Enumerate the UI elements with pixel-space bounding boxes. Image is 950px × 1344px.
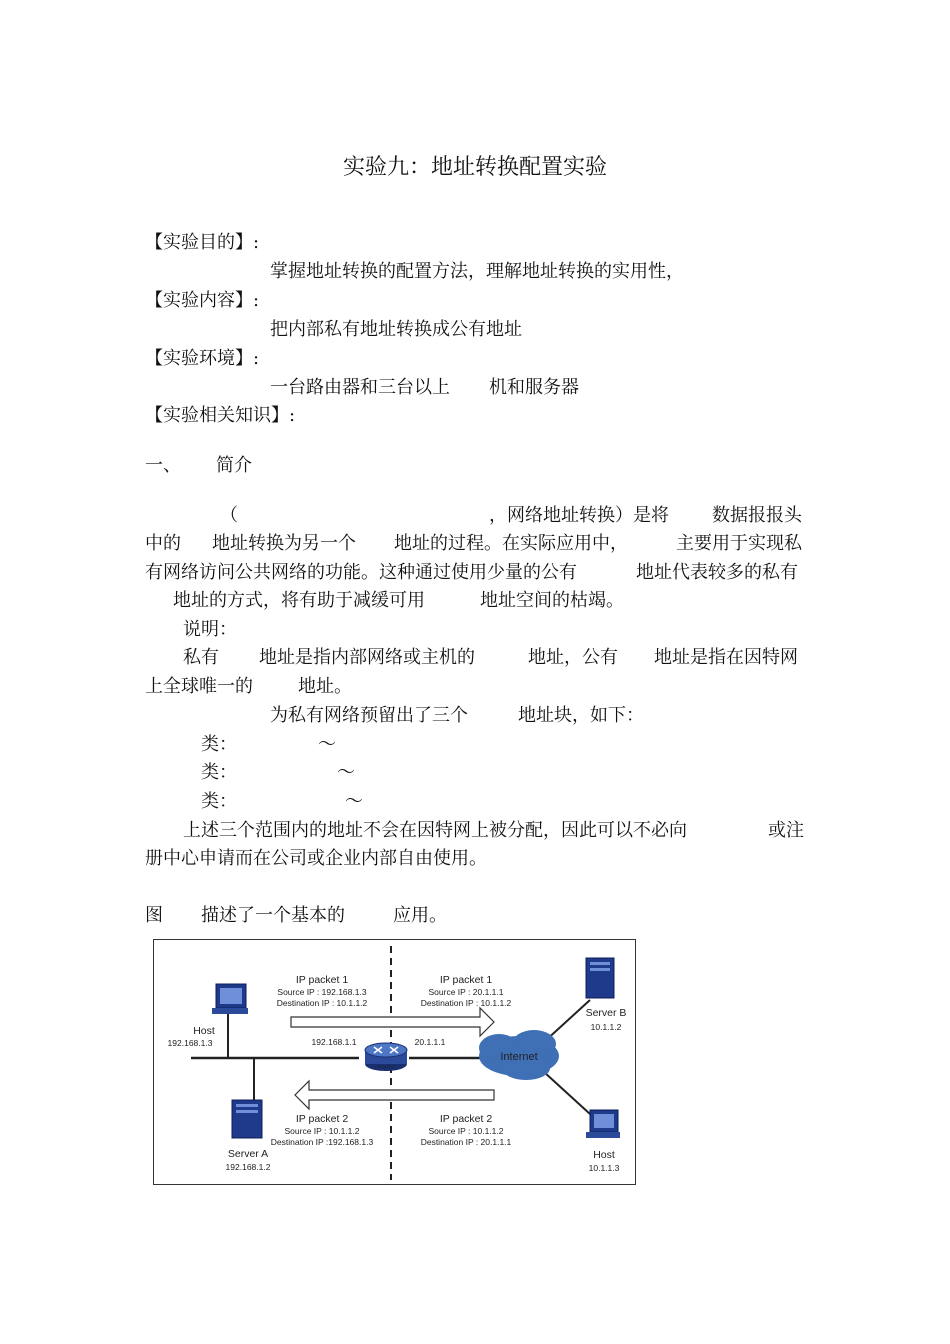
pkt2-right-dst: Destination IP : 20.1.1.1 <box>420 1137 512 1147</box>
pkt2-left-dst: Destination IP :192.168.1.3 <box>270 1137 374 1147</box>
env-text-b: 机和服务器 <box>489 377 579 398</box>
p2-line2: 册中心申请而在公司或企业内部自由使用。 <box>145 848 487 869</box>
note-line1-b: 地址是指内部网络或主机的 <box>259 647 475 668</box>
server-b-ip: 10.1.1.2 <box>590 1022 622 1032</box>
p1-line2-d: 主要用于实现私 <box>676 533 802 554</box>
reserve-a: 为私有网络预留出了三个 <box>270 705 468 726</box>
pkt2-right-src: Source IP : 10.1.1.2 <box>428 1126 504 1136</box>
purpose-heading: 【实验目的】: <box>145 232 260 253</box>
pkt1-left-title: IP packet 1 <box>295 974 349 986</box>
router-right-ip: 20.1.1.1 <box>414 1037 446 1047</box>
pkt2-right-title: IP packet 2 <box>439 1113 493 1125</box>
nat-diagram <box>153 939 636 1185</box>
arrow-right <box>291 1008 494 1036</box>
host-right-name: Host <box>593 1149 615 1161</box>
router-left-ip: 192.168.1.1 <box>311 1037 357 1047</box>
p1-line3-a: 有网络访问公共网络的功能。这种通过使用少量的公有 <box>145 562 577 583</box>
fig-caption-c: 应用。 <box>393 905 447 926</box>
pkt2-left-src: Source IP : 10.1.1.2 <box>284 1126 360 1136</box>
p1-line2-a: 中的 <box>145 533 181 554</box>
host-left-icon <box>212 984 248 1014</box>
section-title: 简介 <box>216 455 252 476</box>
p1-line3-b: 地址代表较多的私有 <box>636 562 798 583</box>
section-number: 一、 <box>145 455 181 476</box>
content-heading: 【实验内容】: <box>145 290 260 311</box>
env-heading: 【实验环境】: <box>145 348 260 369</box>
p1-line2-b: 地址转换为另一个 <box>212 533 356 554</box>
host-right-ip: 10.1.1.3 <box>588 1163 620 1173</box>
note-line1-c: 地址，公有 <box>528 647 618 668</box>
pkt1-right-src: Source IP : 20.1.1.1 <box>428 987 504 997</box>
p1-line2-c: 地址的过程。在实际应用中， <box>394 533 628 554</box>
host-left-ip: 192.168.1.3 <box>167 1038 213 1048</box>
class-c-label: 类： <box>201 791 237 812</box>
p1-line4-b: 地址空间的枯竭。 <box>480 590 624 611</box>
internet-label: Internet <box>500 1051 538 1063</box>
pkt2-left-title: IP packet 2 <box>295 1113 349 1125</box>
p1-line1-c: 数据报报头 <box>712 505 802 526</box>
class-c-tilde: ～ <box>345 791 363 812</box>
note-line1-a: 私有 <box>183 647 219 668</box>
reserve-b: 地址块，如下： <box>518 705 644 726</box>
class-b-label: 类： <box>201 762 237 783</box>
pkt1-left-dst: Destination IP : 10.1.1.2 <box>276 998 368 1008</box>
note-label: 说明： <box>183 619 237 640</box>
server-a-icon <box>232 1100 262 1138</box>
pkt1-left-src: Source IP : 192.168.1.3 <box>277 987 367 997</box>
knowledge-heading: 【实验相关知识】: <box>145 405 296 426</box>
class-a-tilde: ～ <box>318 734 336 755</box>
pkt1-right-dst: Destination IP : 10.1.1.2 <box>420 998 512 1008</box>
class-b-tilde: ～ <box>337 762 355 783</box>
content-text: 把内部私有地址转换成公有地址 <box>270 319 522 340</box>
page-title: 实验九：地址转换配置实验 <box>342 155 607 180</box>
note-line2-b: 地址。 <box>298 676 352 697</box>
server-b-name: Server B <box>585 1007 627 1019</box>
p1-line4-a: 地址的方式，将有助于减缓可用 <box>173 590 425 611</box>
host-right-icon <box>586 1110 620 1138</box>
note-line2-a: 上全球唯一的 <box>145 676 253 697</box>
arrow-left <box>295 1081 494 1109</box>
note-line1-d: 地址是指在因特网 <box>654 647 798 668</box>
host-left-name: Host <box>193 1025 215 1037</box>
pkt1-right-title: IP packet 1 <box>439 974 493 986</box>
server-b-icon <box>586 958 614 998</box>
p1-line1-b: ，网络地址转换）是将 <box>489 505 669 526</box>
server-a-ip: 192.168.1.2 <box>225 1162 271 1172</box>
class-a-label: 类： <box>201 734 237 755</box>
env-text-a: 一台路由器和三台以上 <box>270 377 450 398</box>
router-label: ROUTER <box>377 1064 395 1069</box>
p2-line1-b: 或注 <box>768 820 804 841</box>
host-right-link <box>544 1072 590 1114</box>
purpose-text: 掌握地址转换的配置方法，理解地址转换的实用性， <box>270 261 684 282</box>
server-a-name: Server A <box>227 1148 269 1160</box>
p2-line1-a: 上述三个范围内的地址不会在因特网上被分配，因此可以不必向 <box>183 820 687 841</box>
fig-caption-b: 描述了一个基本的 <box>201 905 345 926</box>
fig-caption-a: 图 <box>145 905 163 926</box>
p1-line1-a: （ <box>220 505 238 526</box>
